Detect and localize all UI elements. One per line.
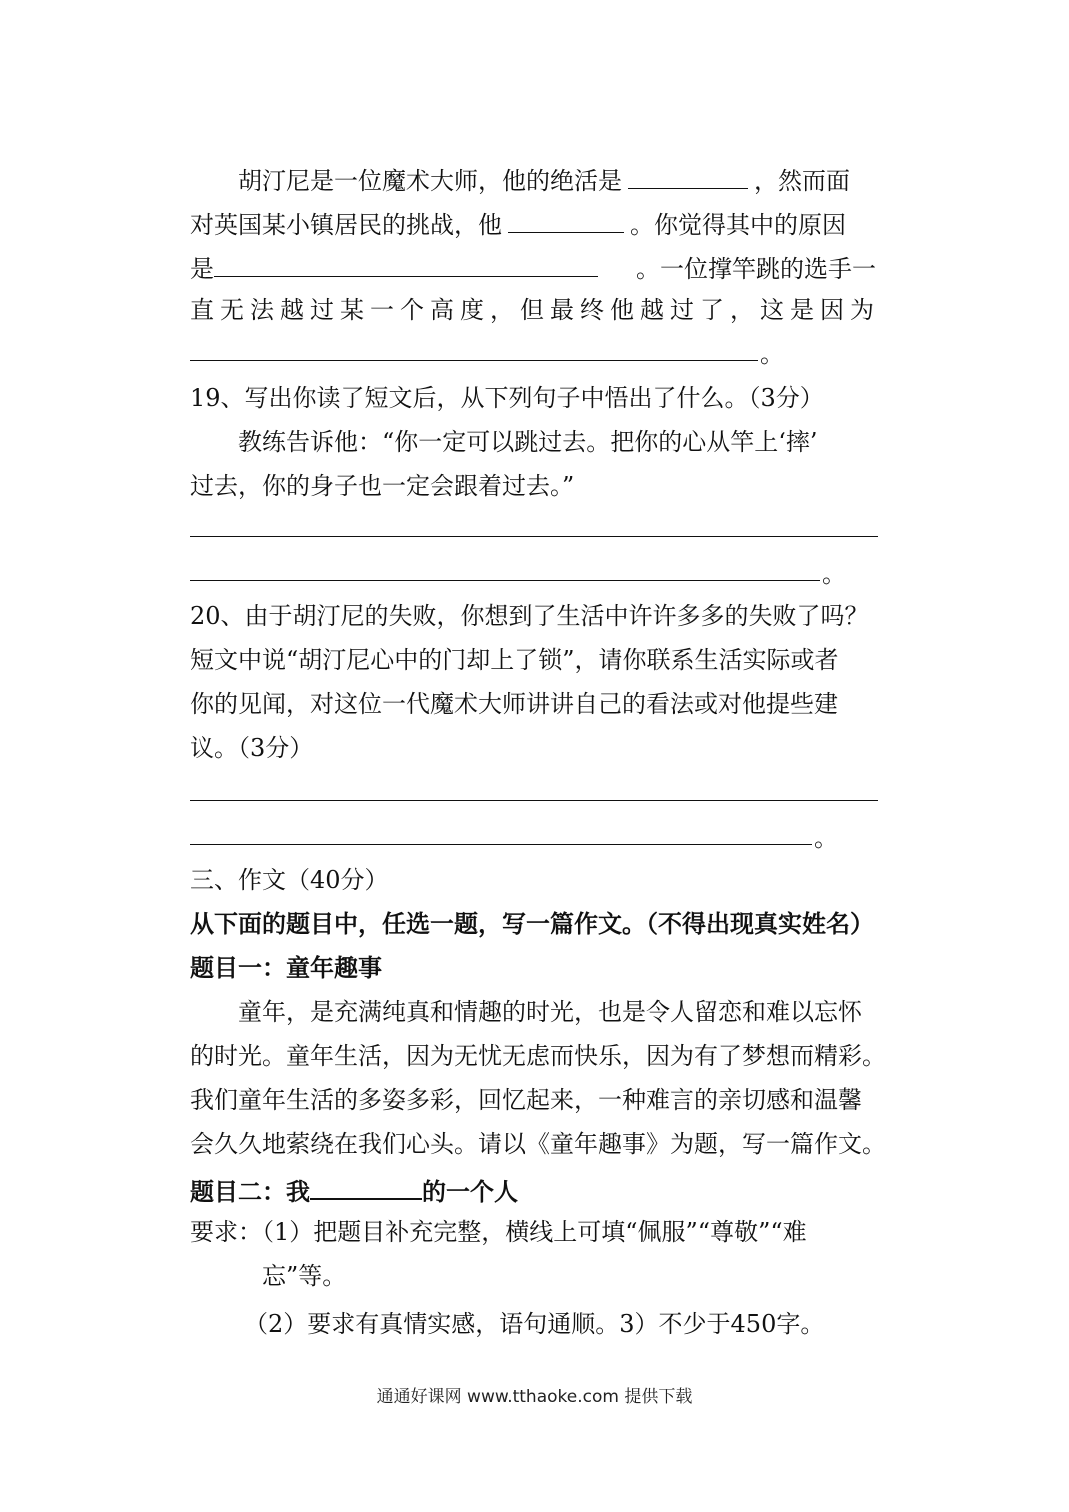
topic-1-body-2: 的时光。童年生活，因为无忧无虑而快乐，因为有了梦想而精彩。	[190, 1042, 886, 1070]
topic-1-body-4: 会久久地萦绕在我们心头。请以《童年趣事》为题，写一篇作文。	[190, 1130, 886, 1158]
answer-blank[interactable]	[508, 206, 624, 233]
period: 。	[822, 560, 846, 588]
question-20-line-1: 20、由于胡汀尼的失败，你想到了生活中许许多多的失败了吗？	[190, 602, 869, 630]
question-19: 19、写出你读了短文后，从下列句子中悟出了什么。（3分）	[190, 384, 824, 412]
answer-line[interactable]	[190, 800, 878, 801]
composition-heading: 三、作文（40分）	[190, 866, 389, 894]
topic-2-text: 题目二：我	[190, 1177, 310, 1206]
period: 。	[814, 824, 838, 852]
passage-text: 对英国某小镇居民的挑战，他	[190, 211, 502, 239]
question-19-quote-1: 教练告诉他：“你一定可以跳过去。把你的心从竿上‘摔’	[238, 428, 818, 456]
question-20-line-2: 短文中说“胡汀尼心中的门却上了锁”，请你联系生活实际或者	[190, 646, 839, 674]
requirement-1: 要求：（1）把题目补充完整，横线上可填“佩服”“尊敬”“难	[190, 1218, 807, 1246]
passage-line-1	[238, 162, 938, 197]
answer-blank[interactable]	[628, 162, 748, 189]
passage-line-4: 直无法越过某一个高度，但最终他越过了，这是因为	[190, 296, 880, 324]
composition-instruction: 从下面的题目中，任选一题，写一篇作文。（不得出现真实姓名）	[190, 909, 874, 938]
passage-text: 是	[190, 255, 214, 283]
passage-line-2	[190, 206, 890, 241]
answer-line[interactable]	[190, 360, 758, 361]
question-20-line-3: 你的见闻，对这位一代魔术大师讲讲自己的看法或对他提些建	[190, 690, 838, 718]
period: 。	[760, 340, 784, 368]
answer-line[interactable]	[190, 580, 820, 581]
topic-1-title: 题目一：童年趣事	[190, 953, 382, 982]
topic-2-blank[interactable]	[310, 1172, 422, 1200]
answer-blank[interactable]	[214, 250, 598, 277]
requirement-1-continued: 忘”等。	[262, 1262, 347, 1290]
passage-text: 。一位撑竿跳的选手一	[636, 255, 876, 283]
question-19-quote-2: 过去，你的身子也一定会跟着过去。”	[190, 472, 575, 500]
topic-2-text: 的一个人	[422, 1177, 518, 1206]
page-footer: 通通好课网 www.tthaoke.com 提供下载	[376, 1387, 693, 1407]
passage-text: 。你觉得其中的原因	[630, 211, 846, 239]
passage-text: 胡汀尼是一位魔术大师，他的绝活是	[238, 167, 622, 195]
answer-line[interactable]	[190, 536, 878, 537]
topic-2-title	[190, 1172, 890, 1208]
topic-1-body-3: 我们童年生活的多姿多彩，回忆起来，一种难言的亲切感和温馨	[190, 1086, 862, 1114]
question-20-line-4: 议。（3分）	[190, 734, 314, 762]
passage-line-3	[190, 250, 890, 285]
topic-1-body-1: 童年，是充满纯真和情趣的时光，也是令人留恋和难以忘怀	[238, 998, 862, 1026]
passage-text: ，然而面	[754, 167, 850, 195]
answer-line[interactable]	[190, 844, 812, 845]
requirement-2: （2）要求有真情实感，语句通顺。3）不少于450字。	[244, 1310, 825, 1338]
